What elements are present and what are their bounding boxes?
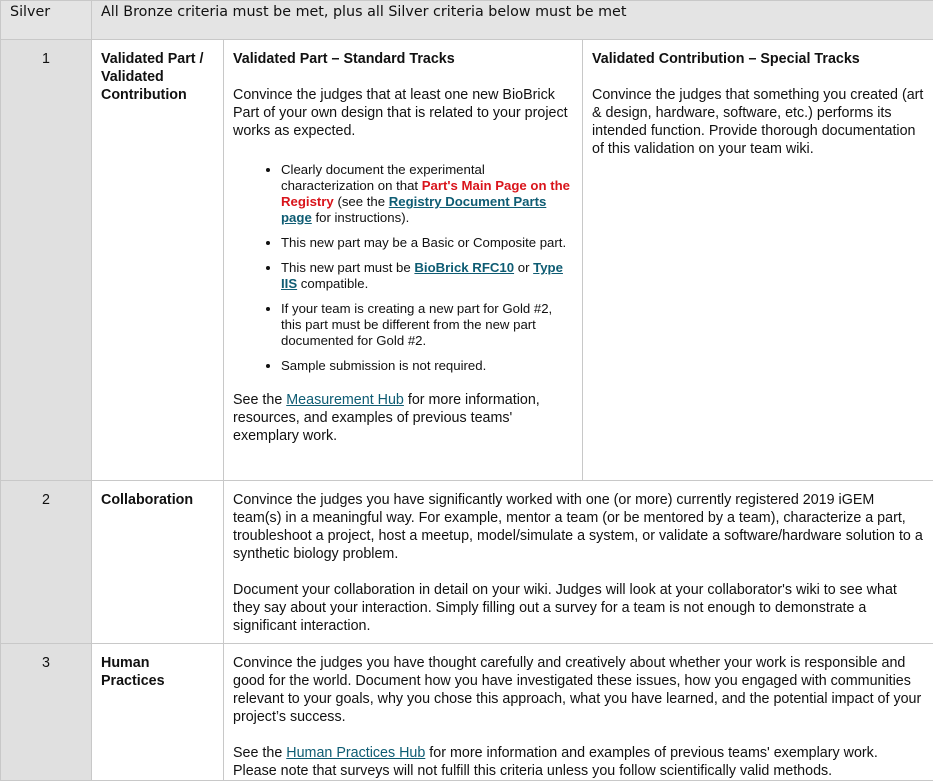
criterion-row-2 xyxy=(1,481,933,644)
special-tracks-cell xyxy=(583,40,933,481)
measurement-hub-link[interactable]: Measurement Hub xyxy=(286,392,404,408)
collaboration-paragraph-1: Convince the judges you have significantly worked with one (or more) currently registered 2019 iGEM team(s) in a meaningful way. For example, mentor a team (or be mentored by a team), characterize a part, troubleshoot a project, host a meetup, model/simulate a system, or validate a software/hardware solution to a synthetic biology problem. xyxy=(233,491,924,563)
standard-bullet-list xyxy=(233,162,573,374)
standard-tracks-cell xyxy=(224,40,583,481)
special-subtitle: Validated Contribution – Special Tracks xyxy=(592,50,924,68)
collaboration-description xyxy=(224,481,933,644)
criterion-name: Collaboration xyxy=(92,481,224,644)
tier-title: All Bronze criteria must be met, plus all Silver criteria below must be met xyxy=(92,1,933,40)
list-item: • This new part must be BioBrick RFC10 or Type IIS compatible. xyxy=(281,260,573,292)
criterion-number: 3 xyxy=(1,644,92,781)
criterion-name: Validated Part / Validated Contribution xyxy=(92,40,224,481)
criterion-name: Human Practices xyxy=(92,644,224,781)
standard-intro: Convince the judges that at least one new BioBrick Part of your own design that is related to your project works as expected. xyxy=(233,86,573,140)
biobrick-rfc10-link[interactable]: BioBrick RFC10 xyxy=(414,260,514,275)
tier-label: Silver xyxy=(1,1,92,40)
criterion-number: 2 xyxy=(1,481,92,644)
list-item: • Clearly document the experimental characterization on that Part's Main Page on the Registry (see the Registry Document Parts page for instructions). xyxy=(281,162,573,226)
standard-subtitle: Validated Part – Standard Tracks xyxy=(233,50,573,68)
human-practices-paragraph-2: See the Human Practices Hub for more information and examples of previous teams' exemplary work. Please note that surveys will not fulfill this criteria unless you follow scientifically valid methods. xyxy=(233,744,924,780)
list-item: • This new part may be a Basic or Composite part. xyxy=(281,235,573,251)
human-practices-hub-link[interactable]: Human Practices Hub xyxy=(286,745,425,761)
criterion-row-3 xyxy=(1,644,933,781)
registry-main-page-text: Part's Main Page on the Registry xyxy=(281,178,570,209)
criterion-row-1 xyxy=(1,40,933,481)
type-iis-link[interactable]: Type IIS xyxy=(281,260,563,291)
human-practices-paragraph-1: Convince the judges you have thought carefully and creatively about whether your work is responsible and good for the world. Document how you have investigated these issues, how you engaged with communities relevant to your goals, why you chose this approach, what you have learned, and the potential impact of your project’s success. xyxy=(233,654,924,726)
list-item: • Sample submission is not required. xyxy=(281,358,573,374)
standard-outro: See the Measurement Hub for more information, resources, and examples of previous teams' exemplary work. xyxy=(233,391,573,445)
collaboration-paragraph-2: Document your collaboration in detail on your wiki. Judges will look at your collaborator's wiki to see what they say about your interaction. Simply filling out a survey for a team is not enough to demonstrate a significant interaction. xyxy=(233,581,924,635)
list-item: • If your team is creating a new part for Gold #2, this part must be different from the new part documented for Gold #2. xyxy=(281,301,573,349)
criterion-number: 1 xyxy=(1,40,92,481)
registry-document-parts-link[interactable]: Registry Document Parts page xyxy=(281,194,546,225)
special-text: Convince the judges that something you created (art & design, hardware, software, etc.) performs its intended function. Provide thorough documentation of this validation on your team wiki. xyxy=(592,86,924,158)
human-practices-description xyxy=(224,644,933,781)
header-row xyxy=(1,1,933,40)
